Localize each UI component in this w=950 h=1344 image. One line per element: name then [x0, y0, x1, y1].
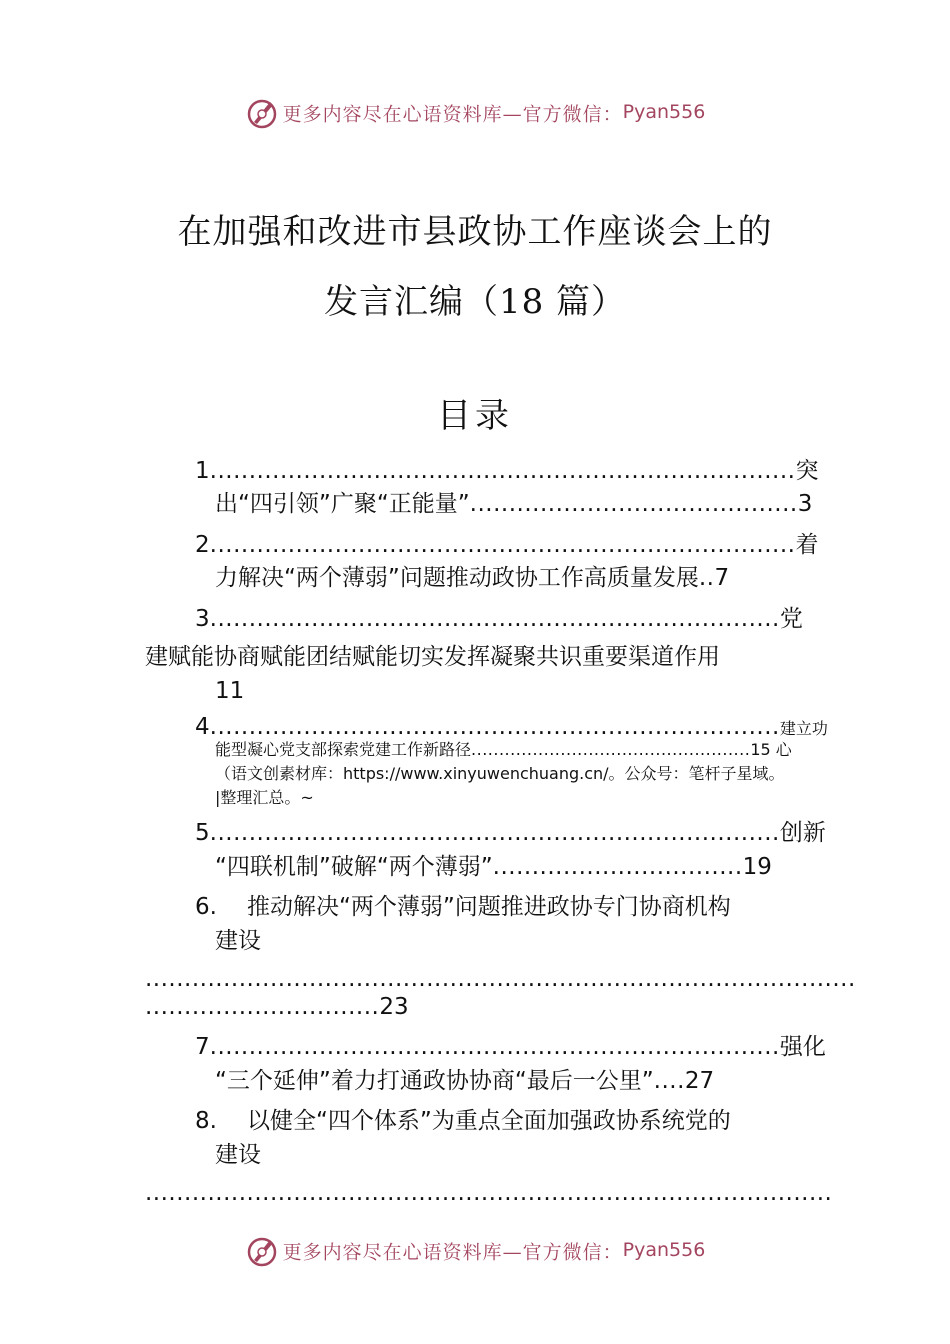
toc-title-start: 建立功: [779, 719, 828, 738]
toc-entry-4[interactable]: [195, 716, 828, 739]
toc-leader-dots: .........................................................................: [209, 1034, 780, 1060]
toc-entry-3-cont[interactable]: [145, 646, 720, 669]
toc-title: 能型凝心党支部探索党建工作新路径: [215, 740, 472, 759]
toc-leader-dots: ..: [698, 565, 715, 591]
toc-page-number: 27: [684, 1068, 715, 1094]
toc-entry-1-cont[interactable]: [215, 493, 812, 516]
toc-title: 出“四引领”广聚“正能量”: [215, 491, 470, 517]
toc-page-number: 3: [797, 491, 813, 517]
toc-leader-dots: ...........................................................................................: [145, 966, 856, 992]
toc-entry-5[interactable]: [195, 822, 826, 845]
toc-entry-7[interactable]: [195, 1036, 826, 1059]
toc-entry-1[interactable]: [195, 460, 818, 483]
toc-entry-2-cont[interactable]: [215, 567, 729, 590]
toc-leader-dots: ...........................................................................: [209, 458, 796, 484]
toc-entry-3-page[interactable]: [215, 680, 244, 703]
toc-leader-dots: ................................: [492, 854, 743, 880]
toc-entry-8[interactable]: [195, 1110, 731, 1133]
toc-entry-6[interactable]: [195, 896, 731, 919]
toc-entry-4-cont[interactable]: [215, 742, 792, 758]
toc-heading: 目录: [437, 396, 513, 436]
toc-leader-dots: ..............................: [145, 994, 380, 1020]
toc-number: 2: [195, 532, 210, 558]
toc-number: 3: [195, 606, 210, 632]
toc-page-number: 7: [714, 565, 730, 591]
toc-title-start: 强化: [779, 1034, 826, 1060]
toc-number: 1: [195, 458, 210, 484]
toc-title: 以健全“四个体系”为重点全面加强政协系统党的: [246, 1108, 731, 1134]
toc-title-cont: 建设: [215, 928, 261, 954]
toc-leader-dots: ....: [653, 1068, 685, 1094]
toc-leader-dots: ..................................................: [471, 740, 751, 759]
toc-entry-5-cont[interactable]: [215, 856, 772, 879]
document-title-line1: 在加强和改进市县政协工作座谈会上的: [177, 212, 773, 252]
toc-title: 建赋能协商赋能团结赋能切实发挥凝聚共识重要渠道作用: [145, 644, 720, 670]
toc-number: 7: [195, 1034, 210, 1060]
toc-leader-dots: .........................................................................: [209, 714, 780, 740]
quill-logo-icon: [245, 96, 279, 130]
toc-title: “四联机制”破解“两个薄弱”: [215, 854, 493, 880]
banner-text: 更多内容尽在心语资料库—官方微信：: [282, 103, 623, 126]
toc-leader-dots: [145, 1182, 832, 1205]
toc-entry-7-cont[interactable]: [215, 1070, 714, 1093]
toc-number: 5: [195, 820, 210, 846]
toc-number: 6.: [195, 894, 217, 920]
quill-logo-icon: [245, 1234, 279, 1268]
watermark-banner-top: [0, 96, 950, 130]
toc-leader-dots: ..........................................: [469, 491, 798, 517]
toc-note-line1: （语文创素材库：https://www.xinyuwenchuang.cn/。公众号：笔杆子星域。: [215, 764, 785, 783]
toc-title-cont: 建设: [215, 1142, 261, 1168]
toc-note-line2: |整理汇总。~: [215, 788, 314, 807]
toc-title: 推动解决“两个薄弱”问题推进政协专门协商机构: [246, 894, 731, 920]
toc-number: 4: [195, 714, 210, 740]
toc-page-number: 15: [750, 740, 771, 759]
toc-tail: 心: [775, 740, 792, 759]
toc-entry-2[interactable]: [195, 534, 818, 557]
toc-title: “三个延伸”着力打通政协协商“最后一公里”: [215, 1068, 654, 1094]
toc-page-number: 19: [742, 854, 772, 880]
toc-title: 力解决“两个薄弱”问题推动政协工作高质量发展: [215, 565, 699, 591]
document-title-line2: 发言汇编（18 篇）: [323, 282, 627, 322]
toc-title-start: 创新: [779, 820, 826, 846]
banner-text: 更多内容尽在心语资料库—官方微信：: [282, 1241, 623, 1264]
toc-title-start: 突: [795, 458, 819, 484]
toc-leader-dots: .........................................................................: [209, 606, 780, 632]
toc-leader-dots: [145, 968, 856, 991]
toc-leader-dots: ...........................................................................: [209, 532, 796, 558]
toc-page-number: 11: [215, 678, 245, 704]
banner-wechat-id: Pyan556: [622, 1239, 706, 1261]
toc-leader-dots: .........................................................................: [209, 820, 780, 846]
watermark-banner-bottom: [0, 1234, 950, 1268]
toc-title-start: 着: [795, 532, 819, 558]
toc-number: 8.: [195, 1108, 217, 1134]
banner-wechat-id: Pyan556: [622, 101, 706, 123]
toc-entry-6-page[interactable]: [145, 996, 409, 1019]
toc-page-number: 23: [379, 994, 409, 1020]
toc-leader-dots: ........................................................................................: [145, 1180, 833, 1206]
toc-entry-3[interactable]: [195, 608, 803, 631]
toc-title-start: 党: [779, 606, 803, 632]
